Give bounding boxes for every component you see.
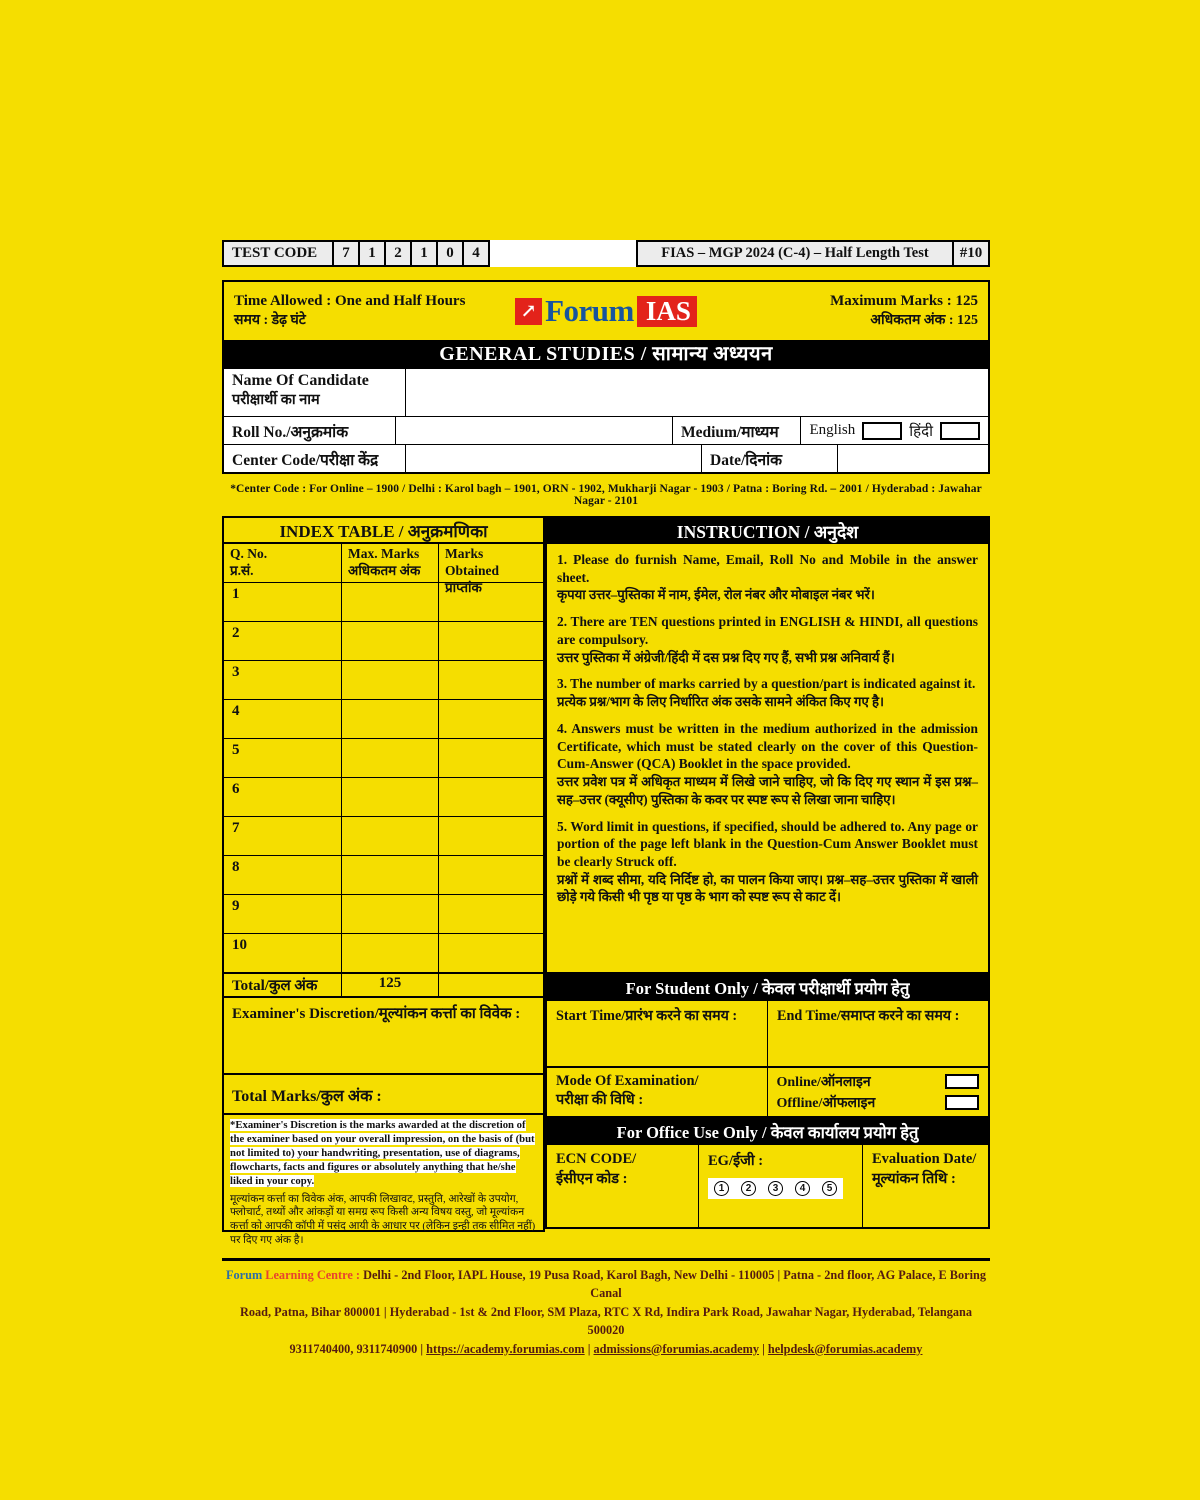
max-marks-cell[interactable] <box>342 934 439 972</box>
max-marks-block <box>697 293 978 329</box>
roll-no-field[interactable] <box>396 417 673 444</box>
eg-grade-strip <box>708 1178 843 1199</box>
test-code-digit-6: 4 <box>464 240 490 267</box>
logo-ias-text: IAS <box>637 296 697 327</box>
table-row <box>224 699 543 738</box>
instruction-title-bar: INSTRUCTION / अनुदेश <box>545 516 990 544</box>
start-time-cell[interactable] <box>547 1001 768 1066</box>
exam-cover-sheet <box>222 240 990 1358</box>
obtained-cell[interactable] <box>439 700 543 738</box>
instruction-item-4 <box>557 720 978 809</box>
offline-checkbox[interactable] <box>945 1095 979 1110</box>
instruction-3-en: 3. The number of marks carried by a question/part is indicated against it. <box>557 676 976 692</box>
test-code-blank-space <box>490 240 636 267</box>
table-row <box>224 738 543 777</box>
col-header-qno-hi: प्र.सं. <box>230 562 254 578</box>
instruction-item-3 <box>557 675 978 711</box>
col-header-obtained-en: Marks Obtained <box>445 546 500 578</box>
ecn-label-hi: ईसीएन कोड : <box>556 1170 628 1187</box>
obtained-cell[interactable] <box>439 817 543 855</box>
online-option <box>777 1072 980 1091</box>
max-marks-cell[interactable] <box>342 817 439 855</box>
table-row <box>224 855 543 894</box>
subject-title-bar: GENERAL STUDIES / सामान्य अध्ययन <box>224 340 988 368</box>
footer-address-delhi-patna: Delhi - 2nd Floor, IAPL House, 19 Pusa Road, Karol Bagh, New Delhi - 110005 | Patna - 2nd floor, AG Palace, E Boring Canal <box>363 1268 987 1301</box>
evaluation-date-label-hi: मूल्यांकन तिथि : <box>872 1170 956 1187</box>
medium-options <box>801 417 988 444</box>
table-row <box>224 816 543 855</box>
instruction-2-hi: उत्तर पुस्तिका में अंग्रेजी/हिंदी में दस प्रश्न दिए गए हैं, सभी प्रश्न अनिवार्य हैं। <box>557 649 895 665</box>
obtained-cell[interactable] <box>439 622 543 660</box>
online-label: Online/ऑनलाइन <box>776 1075 871 1090</box>
max-marks-cell[interactable] <box>342 583 439 621</box>
ecn-label-en: ECN CODE/ <box>556 1151 637 1167</box>
eg-grade-3[interactable]: 3 <box>768 1181 783 1196</box>
mode-label <box>547 1068 768 1116</box>
max-marks-en: Maximum Marks : 125 <box>830 293 979 309</box>
table-row <box>224 933 543 972</box>
header-row <box>224 282 988 340</box>
max-marks-cell[interactable] <box>342 700 439 738</box>
offline-label: Offline/ऑफलाइन <box>776 1096 876 1111</box>
qno-cell: 4 <box>224 700 342 738</box>
max-marks-cell[interactable] <box>342 778 439 816</box>
paper-number: #10 <box>954 240 990 267</box>
table-row <box>224 660 543 699</box>
qno-cell: 5 <box>224 739 342 777</box>
qno-cell: 3 <box>224 661 342 699</box>
obtained-cell[interactable] <box>439 739 543 777</box>
index-table-column <box>222 516 545 1247</box>
instruction-3-hi: प्रत्येक प्रश्न/भाग के लिए निर्धारित अंक उसके सामने अंकित किए गए है। <box>557 694 885 710</box>
instruction-column <box>545 516 990 1229</box>
student-only-title-bar: For Student Only / केवल परीक्षार्थी प्रयोग हेतु <box>545 974 990 1001</box>
examiners-discretion-footnote <box>222 1115 545 1247</box>
roll-no-label: Roll No./अनुक्रमांक <box>224 417 396 444</box>
footer-contact-line <box>222 1340 990 1358</box>
eg-grade-1[interactable]: 1 <box>714 1181 729 1196</box>
max-marks-cell[interactable] <box>342 622 439 660</box>
mode-of-examination-row <box>545 1068 990 1118</box>
footer-separator: | <box>420 1341 424 1356</box>
footer-separator: | <box>762 1341 765 1356</box>
center-code-field[interactable] <box>406 445 702 472</box>
qno-cell: 10 <box>224 934 342 972</box>
mode-label-hi: परीक्षा की विधि : <box>556 1091 644 1108</box>
total-marks-label: Total Marks/कुल अंक : <box>232 1088 382 1105</box>
col-header-max-hi: अधिकतम अंक <box>348 562 421 578</box>
examiners-discretion-cell[interactable] <box>222 998 545 1075</box>
col-header-qno <box>224 544 342 582</box>
footer-phone-numbers: 9311740400, 9311740900 <box>289 1341 418 1356</box>
max-marks-cell[interactable] <box>342 895 439 933</box>
mode-options <box>768 1068 989 1116</box>
max-marks-cell[interactable] <box>342 739 439 777</box>
footer-brand-forum: Forum <box>225 1268 263 1282</box>
total-obtained-cell[interactable] <box>439 974 543 996</box>
date-field[interactable] <box>838 445 988 472</box>
table-row <box>224 579 543 621</box>
medium-english-label: English <box>809 422 856 438</box>
obtained-cell[interactable] <box>439 661 543 699</box>
instruction-4-en: 4. Answers must be written in the medium authorized in the admission Certificate, which must be stated clearly on the cover of this Question-Cum-Answer (QCA) Booklet in the space provided. <box>557 720 978 772</box>
offline-option <box>777 1093 980 1112</box>
arrow-glyph: ↗ <box>520 300 537 322</box>
col-header-qno-en: Q. No. <box>230 546 268 561</box>
instruction-2-en: 2. There are TEN questions printed in ENGLISH & HINDI, all questions are compulsory. <box>557 614 978 647</box>
test-code-digit-5: 0 <box>438 240 464 267</box>
test-series-title: FIAS – MGP 2024 (C-4) – Half Length Test <box>636 240 954 267</box>
footer-address-line-2: Road, Patna, Bihar 800001 | Hyderabad - 1st & 2nd Floor, SM Plaza, RTC X Rd, Indira Park Road, Jawahar Nagar, Hyderabad, Telangana 500020 <box>240 1304 972 1338</box>
end-time-cell[interactable] <box>768 1001 988 1066</box>
medium-hindi-checkbox[interactable] <box>940 422 980 440</box>
obtained-cell[interactable] <box>439 583 543 621</box>
footer-admissions-email-link[interactable]: admissions@forumias.academy <box>593 1341 760 1356</box>
footer-address-line-1 <box>222 1266 990 1303</box>
end-time-label: End Time/समाप्त करने का समय : <box>777 1008 960 1024</box>
logo-forum-text: Forum <box>545 293 634 328</box>
center-code-label: Center Code/परीक्षा केंद्र <box>224 445 406 472</box>
candidate-name-label-hi: परीक्षार्थी का नाम <box>232 392 320 408</box>
mode-label-en: Mode Of Examination/ <box>556 1073 699 1089</box>
col-header-obtained <box>439 544 543 595</box>
evaluation-date-cell[interactable] <box>863 1145 988 1227</box>
ecn-code-cell[interactable] <box>547 1145 699 1227</box>
start-end-time-row <box>545 1001 990 1068</box>
candidate-name-label <box>224 369 406 416</box>
arrow-up-right-icon <box>515 298 542 325</box>
qno-cell: 9 <box>224 895 342 933</box>
instruction-body <box>545 544 990 974</box>
medium-label: Medium/माध्यम <box>673 417 801 444</box>
center-date-row <box>224 444 988 472</box>
test-code-digit-3: 2 <box>386 240 412 267</box>
index-table <box>222 544 545 998</box>
qno-cell: 1 <box>224 583 342 621</box>
instruction-5-en: 5. Word limit in questions, if specified, should be adhered to. Any page or portion of the page left blank in the Question-Cum Answer Booklet must be clearly Struck off. <box>557 818 978 869</box>
index-table-title: INDEX TABLE / अनुक्रमणिका <box>222 516 545 544</box>
footer <box>222 1266 990 1358</box>
candidate-name-field[interactable] <box>406 369 988 416</box>
col-header-max-en: Max. Marks <box>348 546 420 561</box>
obtained-cell[interactable] <box>439 778 543 816</box>
instruction-item-5 <box>557 818 978 907</box>
examiners-discretion-label: Examiner's Discretion/मूल्यांकन कर्त्ता का विवेक : <box>232 1006 521 1022</box>
eg-grade-2[interactable]: 2 <box>741 1181 756 1196</box>
office-use-title-bar: For Office Use Only / केवल कार्यालय प्रयोग हेतु <box>545 1118 990 1145</box>
center-code-note: *Center Code : For Online – 1900 / Delhi : Karol bagh – 1901, ORN - 1902, Mukharji Nagar - 1903 / Patna : Boring Rd. – 2001 / Hyderabad : Jawahar Nagar - 2101 <box>230 483 982 507</box>
main-columns <box>222 516 990 1247</box>
medium-hindi-label: हिंदी <box>909 423 933 440</box>
obtained-cell[interactable] <box>439 856 543 894</box>
table-row <box>224 894 543 933</box>
obtained-cell[interactable] <box>439 934 543 972</box>
index-total-row <box>224 972 543 996</box>
instruction-item-1 <box>557 551 978 604</box>
footer-separator: | <box>587 1341 591 1356</box>
instruction-4-hi: उत्तर प्रवेश पत्र में अधिकृत माध्यम में लिखे जाने चाहिए, जो कि दिए गए स्थान में इस प्रश्न–सह–उत्तर (क्यूसीए) पुस्तिका के कवर पर स्पष्ट रूप से लिखा जाना चाहिए। <box>557 773 978 807</box>
index-table-header-row <box>224 544 543 595</box>
instruction-1-hi: कृपया उत्तर–पुस्तिका में नाम, ईमेल, रोल नंबर और मोबाइल नंबर भरें। <box>557 587 875 603</box>
footer-website-link[interactable]: https://academy.forumias.com <box>426 1341 585 1356</box>
forumias-logo <box>515 293 697 329</box>
col-header-max-marks <box>342 544 439 582</box>
start-time-label: Start Time/प्रारंभ करने का समय : <box>556 1008 738 1024</box>
footer-divider <box>222 1258 990 1261</box>
candidate-name-label-en: Name Of Candidate <box>232 372 369 389</box>
col-header-obtained-hi: प्राप्तांक <box>445 579 482 595</box>
table-row <box>224 621 543 660</box>
max-marks-cell[interactable] <box>342 661 439 699</box>
footer-helpdesk-email-link[interactable]: helpdesk@forumias.academy <box>767 1341 923 1356</box>
office-use-row <box>545 1145 990 1229</box>
test-code-digit-2: 1 <box>360 240 386 267</box>
qno-cell: 7 <box>224 817 342 855</box>
header-table <box>222 280 990 474</box>
footnote-hi: मूल्यांकन कर्त्ता का विवेक अंक, आपकी लिखावट, प्रस्तुति, आरेखों के उपयोग, फ्लोचार्ट, तथ्यों और आंकड़ों या समग्र रूप किसी अन्य विषय वस्तु, जो मूल्यांकन कर्त्ता को आपकी कॉपी में पसंद आयी के आधार पर (लेकिन इन्ही तक सीमित नहीं) पर दिए गए अंक है। <box>230 1192 536 1247</box>
max-marks-cell[interactable] <box>342 856 439 894</box>
time-allowed-block <box>234 293 515 329</box>
test-code-digit-4: 1 <box>412 240 438 267</box>
footnote-en: *Examiner's Discretion is the marks awarded at the discretion of the examiner based on your overall impression, on the basis of (but not limited to) your handwriting, presentation, use of diagrams, flowcharts, facts and figures or absolutely anything that he/she liked in your copy. <box>230 1119 535 1187</box>
candidate-name-row <box>224 368 988 416</box>
total-max-marks: 125 <box>342 974 439 996</box>
footer-brand-learning-centre: Learning Centre : <box>265 1268 360 1282</box>
qno-cell: 6 <box>224 778 342 816</box>
total-marks-cell[interactable] <box>222 1075 545 1115</box>
table-row <box>224 777 543 816</box>
evaluation-date-label-en: Evaluation Date/ <box>872 1151 977 1167</box>
test-code-label: TEST CODE <box>222 240 334 267</box>
test-code-digit-1: 7 <box>334 240 360 267</box>
qno-cell: 8 <box>224 856 342 894</box>
eg-grade-4[interactable]: 4 <box>795 1181 810 1196</box>
total-label: Total/कुल अंक <box>224 974 342 996</box>
obtained-cell[interactable] <box>439 895 543 933</box>
test-code-strip <box>222 240 990 267</box>
time-allowed-hi: समय : डेढ़ घंटे <box>234 313 306 328</box>
date-label: Date/दिनांक <box>702 445 838 472</box>
eg-cell <box>699 1145 863 1227</box>
roll-medium-row <box>224 416 988 444</box>
eg-grade-5[interactable]: 5 <box>822 1181 837 1196</box>
instruction-5-hi: प्रश्नों में शब्द सीमा, यदि निर्दिष्ट हो, का पालन किया जाए। प्रश्न–सह–उत्तर पुस्तिका में खाली छोड़े गये किसी भी पृष्ठ या पृष्ठ के भाग को स्पष्ट रूप से काट दें। <box>557 871 978 905</box>
eg-label: EG/ईजी : <box>708 1153 764 1169</box>
instruction-item-2 <box>557 613 978 666</box>
time-allowed-en: Time Allowed : One and Half Hours <box>234 293 466 309</box>
online-checkbox[interactable] <box>945 1074 979 1089</box>
medium-english-checkbox[interactable] <box>862 422 902 440</box>
qno-cell: 2 <box>224 622 342 660</box>
max-marks-hi: अधिकतम अंक : 125 <box>870 313 979 328</box>
instruction-1-en: 1. Please do furnish Name, Email, Roll No and Mobile in the answer sheet. <box>557 552 978 585</box>
